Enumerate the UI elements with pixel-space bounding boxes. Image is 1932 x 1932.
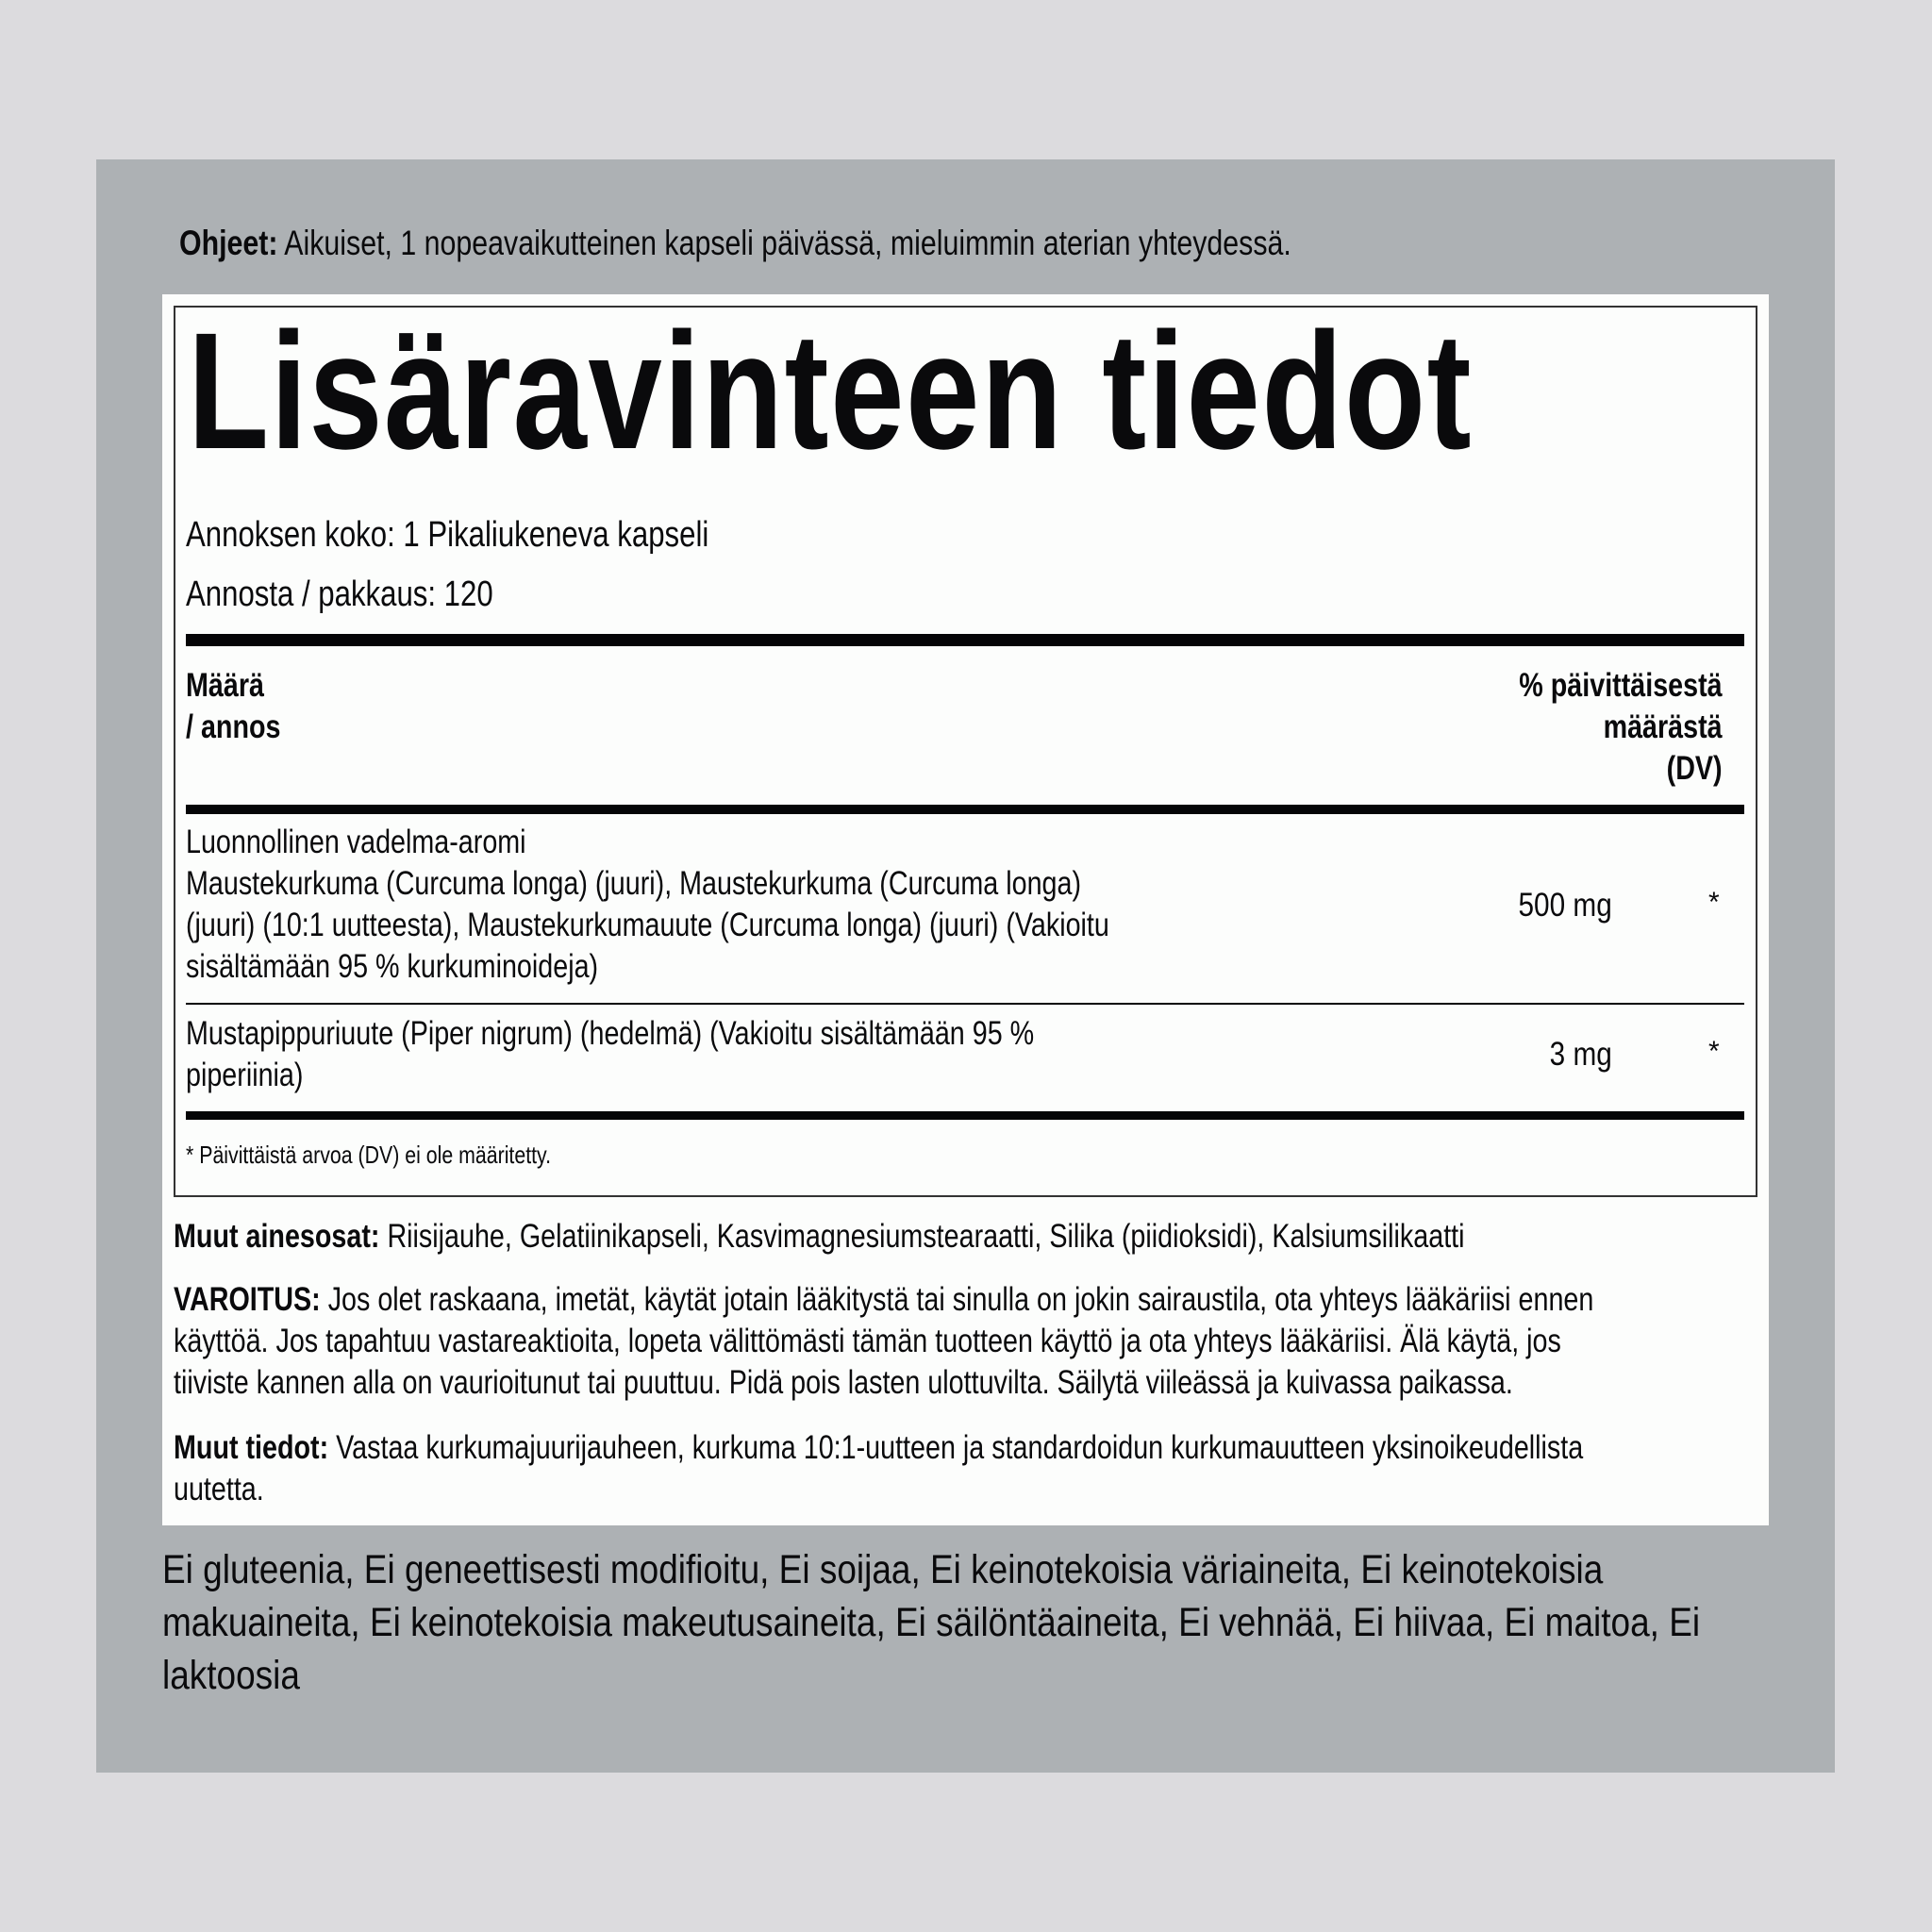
dv-footnote: * Päivittäistä arvoa (DV) ei ole määritetty.	[186, 1141, 552, 1169]
directions	[179, 223, 1536, 264]
servings-per-container: Annosta / pakkaus: 120	[186, 575, 493, 614]
thick-rule	[186, 634, 1744, 646]
other-ingredients-text: Riisijauhe, Gelatiinikapseli, Kasvimagnesiumstearaatti, Silika (piidioksidi), Kalsiumsilikaatti	[379, 1218, 1465, 1255]
warning	[174, 1279, 1906, 1404]
warning-text: Jos olet raskaana, imetät, käytät jotain lääkitystä tai sinulla on jokin sairaustila, ota yhteys lääkäriisi ennen	[320, 1281, 1594, 1318]
header-dv-line3: (DV)	[1667, 750, 1723, 787]
daily-value-header	[1474, 665, 1723, 790]
header-amount-line2: / annos	[186, 708, 281, 745]
ingredient-line: Luonnollinen vadelma-aromi	[186, 824, 526, 860]
thick-rule	[186, 1111, 1744, 1120]
warning-label: VAROITUS:	[174, 1281, 321, 1318]
ingredient-line: Maustekurkuma (Curcuma longa) (juuri), Maustekurkuma (Curcuma longa)	[186, 865, 1082, 902]
header-dv-line1: % päivittäisestä	[1519, 667, 1723, 704]
ingredient-row-black-pepper	[186, 1013, 1221, 1096]
free-from-line: Ei gluteenia, Ei geneettisesti modifioitu, Ei soijaa, Ei keinotekoisia väriaineita, Ei keinotekoisia	[162, 1547, 1604, 1592]
ingredient-amount: 3 mg	[1549, 1036, 1612, 1073]
header-dv-line2: määrästä	[1603, 708, 1723, 745]
ingredient-dv: *	[1708, 887, 1720, 918]
warning-text: tiiviste kannen alla on vaurioitunut tai puuttuu. Pidä pois lasten ulottuvilta. Säilytä viileässä ja kuivassa paikassa.	[174, 1364, 1513, 1401]
other-ingredients-label: Muut ainesosat:	[174, 1218, 380, 1255]
free-from-line: laktoosia	[162, 1653, 300, 1698]
ingredient-line: Mustapippuriuute (Piper nigrum) (hedelmä) (Vakioitu sisältämään 95 %	[186, 1015, 1035, 1052]
directions-text: Aikuiset, 1 nopeavaikutteinen kapseli päivässä, mieluimmin aterian yhteydessä.	[277, 224, 1291, 262]
ingredient-dv: *	[1708, 1036, 1720, 1067]
other-info-label: Muut tiedot:	[174, 1429, 329, 1466]
header-amount-line1: Määrä	[186, 667, 264, 704]
free-from-line: makuaineita, Ei keinotekoisia makeutusaineita, Ei säilöntäaineita, Ei vehnää, Ei hiivaa, Ei maitoa, Ei	[162, 1600, 1701, 1645]
other-info-text: Vastaa kurkumajuurijauheen, kurkuma 10:1-uutteen ja standardoidun kurkumauutteen yksinoikeudellista	[328, 1429, 1584, 1466]
facts-title: Lisäravinteen tiedot	[188, 299, 1474, 484]
warning-text: käyttöä. Jos tapahtuu vastareaktioita, lopeta välittömästi tämän tuotteen käyttö ja ota yhteys lääkäriisi. Älä käytä, jos	[174, 1323, 1561, 1359]
ingredient-amount: 500 mg	[1518, 887, 1612, 924]
other-info	[174, 1427, 1892, 1510]
thin-rule	[186, 1003, 1744, 1005]
amount-per-serving-header	[186, 665, 302, 748]
thick-rule	[186, 805, 1744, 814]
ingredient-row-turmeric	[186, 822, 1312, 988]
directions-label: Ohjeet:	[179, 224, 278, 262]
ingredient-line: piperiinia)	[186, 1057, 304, 1093]
free-from-claims	[162, 1543, 1932, 1702]
ingredient-line: (juuri) (10:1 uutteesta), Maustekurkumauute (Curcuma longa) (juuri) (Vakioitu	[186, 907, 1109, 943]
serving-size: Annoksen koko: 1 Pikaliukeneva kapseli	[186, 515, 709, 555]
other-info-text: uutetta.	[174, 1471, 264, 1507]
other-ingredients	[174, 1216, 1748, 1257]
ingredient-line: sisältämään 95 % kurkuminoideja)	[186, 948, 599, 985]
